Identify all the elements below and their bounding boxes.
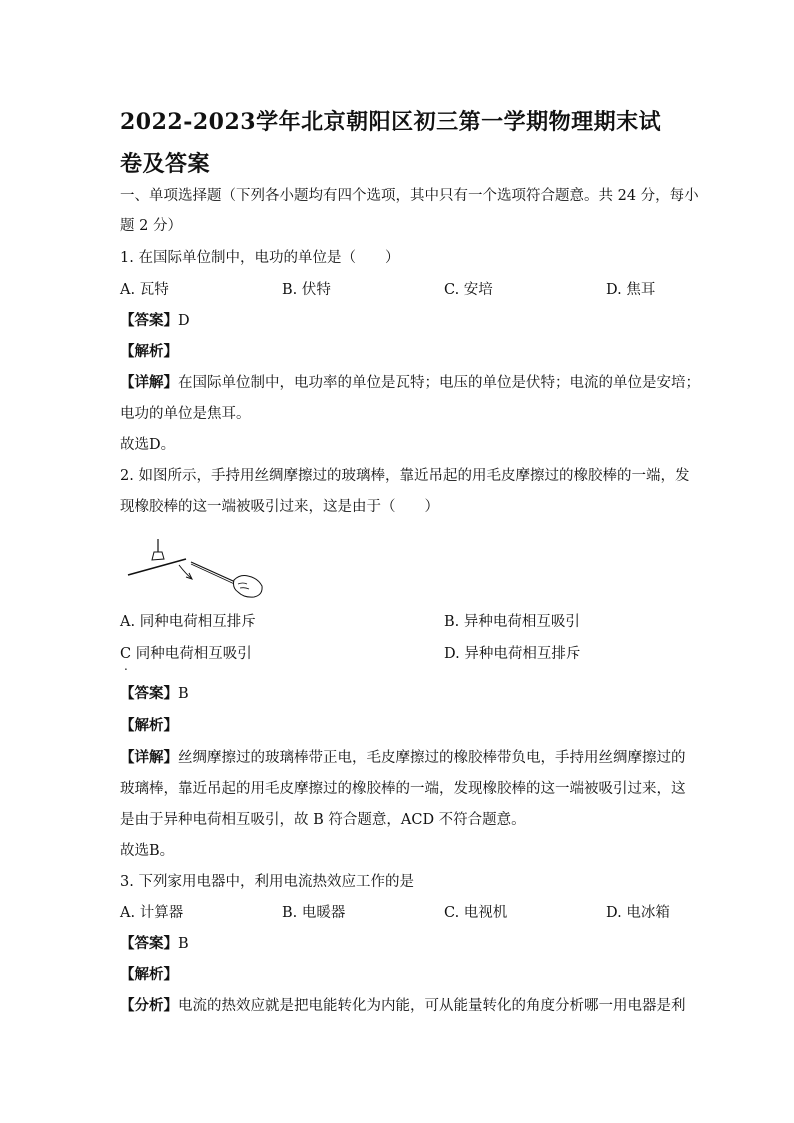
q1-analysis-tag: 【解析】 — [120, 343, 178, 360]
q3-stem: 3. 下列家用电器中，利用电流热效应工作的是 — [120, 874, 414, 890]
q1-detail-line2: 电功的单位是焦耳。 — [120, 406, 251, 422]
q3-option-a: A. 计算器 — [120, 905, 184, 921]
q1-option-d: D. 焦耳 — [606, 282, 656, 298]
hand — [234, 576, 263, 598]
page-title: 2022-2023学年北京朝阳区初三第一学期物理期末试卷及答案 — [120, 109, 662, 177]
answer-value: B — [178, 936, 189, 952]
stray-dot: . — [124, 659, 128, 673]
q2-option-c: C 同种电荷相互吸引 — [120, 646, 252, 662]
q2-option-b: B. 异种电荷相互吸引 — [444, 614, 580, 630]
answer-tag: 【答案】 — [120, 685, 178, 702]
q1-option-c: C. 安培 — [444, 282, 493, 298]
q2-detail-line2: 玻璃棒，靠近吊起的用毛皮摩擦过的橡胶棒的一端，发现橡胶棒的这一端被吸引过来，这 — [120, 781, 686, 797]
answer-value: D — [178, 313, 190, 329]
q1-answer — [120, 311, 190, 331]
q2-detail-line1 — [120, 748, 686, 768]
motion-arrow — [179, 565, 191, 578]
rod-holder — [152, 552, 164, 560]
support-bar — [128, 559, 186, 575]
q3-answer — [120, 934, 189, 954]
detail-tag: 【详解】 — [120, 749, 178, 766]
detail-text: 丝绸摩擦过的玻璃棒带正电，毛皮摩擦过的橡胶棒带负电，手持用丝绸摩擦过的 — [178, 750, 686, 766]
section-heading-line2: 题 2 分） — [120, 218, 182, 234]
q1-option-b: B. 伏特 — [282, 282, 331, 298]
q2-detail-line3: 是由于异种电荷相互吸引，故 B 符合题意，ACD 不符合题意。 — [120, 812, 526, 828]
analysis-tag: 【分析】 — [120, 997, 178, 1014]
detail-tag: 【详解】 — [120, 374, 178, 391]
q2-answer — [120, 684, 189, 704]
q3-analysis-line1 — [120, 996, 686, 1016]
q2-stem-line2: 现橡胶棒的这一端被吸引过来，这是由于（ ） — [120, 499, 439, 515]
q1-option-a: A. 瓦特 — [120, 282, 169, 298]
answer-tag: 【答案】 — [120, 312, 178, 329]
q1-detail-line1 — [120, 373, 700, 393]
q2-option-a: A. 同种电荷相互排斥 — [120, 614, 256, 630]
analysis-text: 电流的热效应就是把电能转化为内能，可从能量转化的角度分析哪一用电器是利 — [178, 998, 686, 1014]
q2-option-d: D. 异种电荷相互排斥 — [444, 646, 581, 662]
detail-text: 在国际单位制中，电功率的单位是瓦特；电压的单位是伏特；电流的单位是安培； — [178, 375, 700, 391]
q2-stem-line1: 2. 如图所示，手持用丝绸摩擦过的玻璃棒，靠近吊起的用毛皮摩擦过的橡胶棒的一端，发 — [120, 468, 690, 484]
charged-rods-figure — [124, 532, 266, 606]
q1-stem: 1. 在国际单位制中，电功的单位是（ ） — [120, 250, 400, 266]
q2-analysis-tag: 【解析】 — [120, 717, 178, 734]
section-heading-line1: 一、单项选择题（下列各小题均有四个选项，其中只有一个选项符合题意。共 24 分，每小 — [120, 188, 699, 204]
q3-analysis-tag: 【解析】 — [120, 966, 178, 983]
q3-option-b: B. 电暖器 — [282, 905, 346, 921]
q2-conclusion: 故选B。 — [120, 843, 175, 859]
q1-conclusion: 故选D。 — [120, 437, 176, 453]
answer-value: B — [178, 686, 189, 702]
q3-option-c: C. 电视机 — [444, 905, 508, 921]
q3-option-d: D. 电冰箱 — [606, 905, 670, 921]
answer-tag: 【答案】 — [120, 935, 178, 952]
